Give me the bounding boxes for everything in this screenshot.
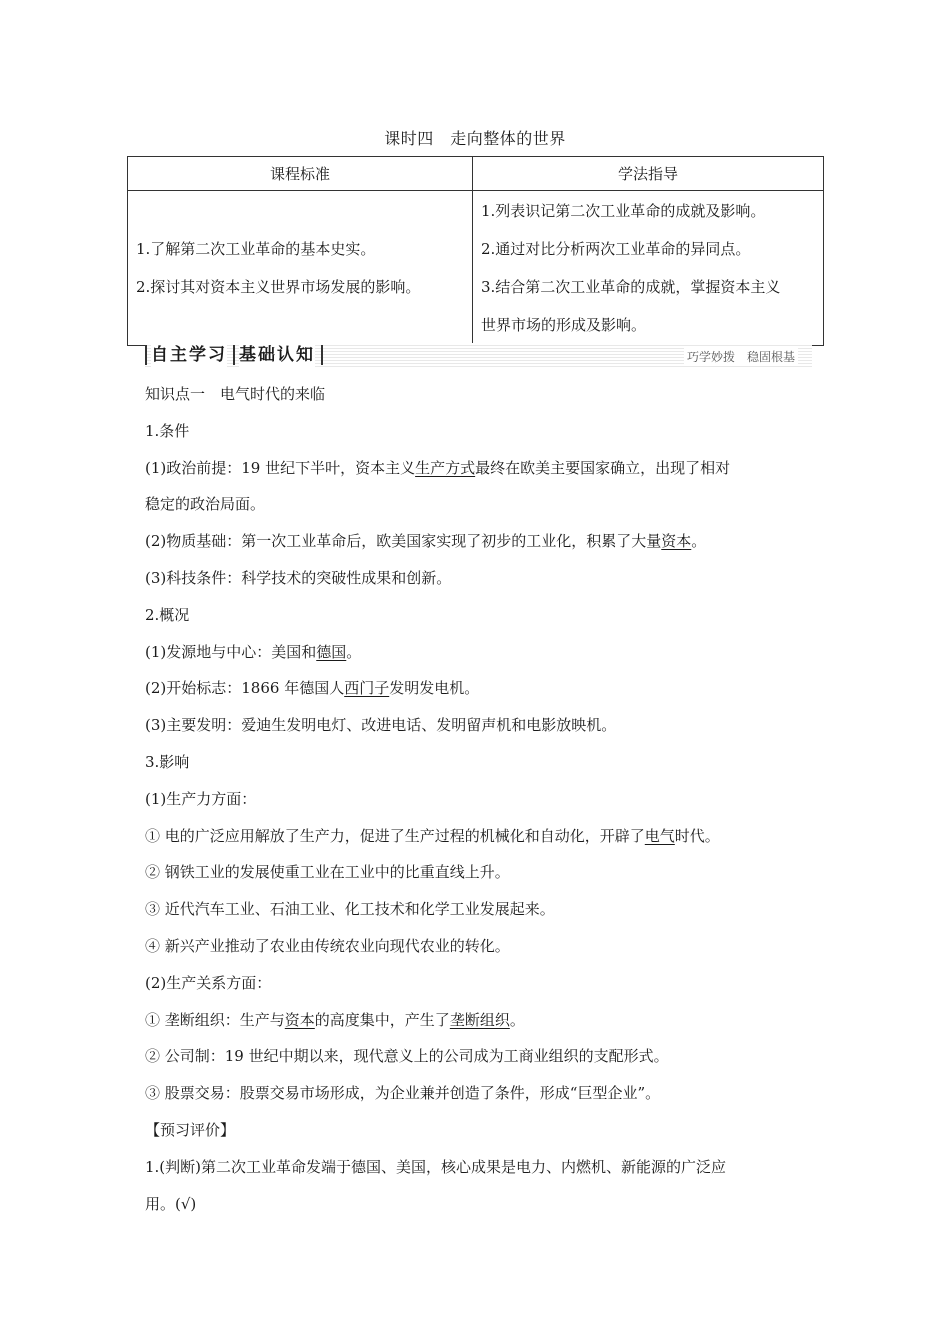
header-study-guide: 学法指导	[473, 157, 824, 191]
text-run: ① 垄断组织：生产与	[145, 1010, 285, 1029]
paragraph: ③ 股票交易：股票交易市场形成，为企业兼并创造了条件，形成“巨型企业”。	[145, 1084, 661, 1103]
table-row	[128, 191, 824, 346]
knowledge-point-title: 知识点一 电气时代的来临	[145, 385, 326, 403]
header-course-standard: 课程标准	[128, 157, 473, 191]
list-item: 1.列表识记第二次工业革命的成就及影响。	[481, 202, 766, 220]
list-item: 1.了解第二次工业革命的基本史实。	[136, 240, 376, 258]
underlined-answer: 资本	[284, 1010, 315, 1029]
paragraph: ② 公司制：19 世纪中期以来，现代意义上的公司成为工商业组织的支配形式。	[145, 1047, 669, 1066]
question-text: 1.(判断)第二次工业革命发端于德国、美国，核心成果是电力、内燃机、新能源的广泛应	[145, 1157, 727, 1176]
text-run: (2)物质基础：第一次工业革命后，欧美国家实现了初步的工业化，积累了大量	[145, 532, 662, 551]
text-run: (1)发源地与中心：美国和	[145, 642, 317, 661]
review-heading: 【预习评价】	[145, 1120, 236, 1139]
standards-table	[127, 156, 824, 346]
list-item: 2.通过对比分析两次工业革命的异同点。	[481, 240, 751, 258]
table-header-row	[128, 157, 824, 191]
banner-divider	[233, 345, 235, 365]
banner-divider	[321, 345, 323, 365]
banner-motto: 巧学妙拨 稳固根基	[684, 348, 798, 365]
underlined-answer: 德国	[316, 642, 347, 661]
section-heading: 2.概况	[145, 605, 190, 624]
banner-divider	[145, 345, 147, 365]
underlined-answer: 资本	[661, 532, 692, 551]
paragraph: ③ 近代汽车工业、石油工业、化工技术和化学工业发展起来。	[145, 900, 555, 919]
underlined-answer: 西门子	[344, 679, 390, 698]
main-content	[145, 376, 815, 1222]
sub-heading: (1)生产力方面：	[145, 789, 257, 808]
study-guide-cell	[473, 191, 824, 346]
paragraph: 稳定的政治局面。	[145, 495, 266, 514]
paragraph: (3)科技条件：科学技术的突破性成果和创新。	[145, 568, 452, 587]
banner-tag-basic-knowledge: 基础认知	[239, 345, 315, 365]
paragraph	[145, 450, 815, 487]
paragraph	[145, 634, 815, 671]
text-run: ① 电的广泛应用解放了生产力，促进了生产过程的机械化和自动化，开辟了	[145, 826, 645, 845]
text-run: 最终在欧美主要国家确立，出现了相对	[475, 458, 731, 477]
text-run: 。	[691, 532, 707, 551]
lesson-title: 课时四 走向整体的世界	[384, 129, 566, 148]
course-standard-cell	[128, 191, 473, 346]
list-item: 2.探讨其对资本主义世界市场发展的影响。	[136, 278, 421, 296]
sub-heading: (2)生产关系方面：	[145, 973, 272, 992]
banner-tag-self-study: 自主学习	[151, 345, 227, 365]
paragraph: (3)主要发明：爱迪生发明电灯、改进电话、发明留声机和电影放映机。	[145, 716, 617, 735]
text-run: 的高度集中，产生了	[314, 1010, 450, 1029]
list-item: 3.结合第二次工业革命的成就，掌握资本主义	[481, 278, 781, 296]
text-run: 。	[509, 1010, 525, 1029]
text-run: (2)开始标志：1866 年德国人	[145, 679, 345, 698]
text-run: (1)政治前提：19 世纪下半叶，资本主义	[145, 458, 416, 477]
paragraph	[145, 523, 815, 560]
text-run: 时代。	[674, 826, 720, 845]
list-item: 世界市场的形成及影响。	[481, 316, 647, 334]
section-heading: 3.影响	[145, 752, 190, 771]
paragraph: ② 钢铁工业的发展使重工业在工业中的比重直线上升。	[145, 863, 510, 882]
paragraph	[145, 670, 815, 707]
underlined-answer: 垄断组织	[449, 1010, 510, 1029]
paragraph: ④ 新兴产业推动了农业由传统农业向现代农业的转化。	[145, 936, 510, 955]
text-run: 发明发电机。	[389, 679, 480, 698]
question-text: 用。(√)	[145, 1194, 197, 1213]
underlined-answer: 生产方式	[415, 458, 476, 477]
paragraph	[145, 1002, 815, 1039]
underlined-answer: 电气	[644, 826, 675, 845]
section-banner	[145, 343, 812, 367]
text-run: 。	[346, 642, 362, 661]
paragraph	[145, 818, 815, 855]
section-heading: 1.条件	[145, 421, 190, 440]
